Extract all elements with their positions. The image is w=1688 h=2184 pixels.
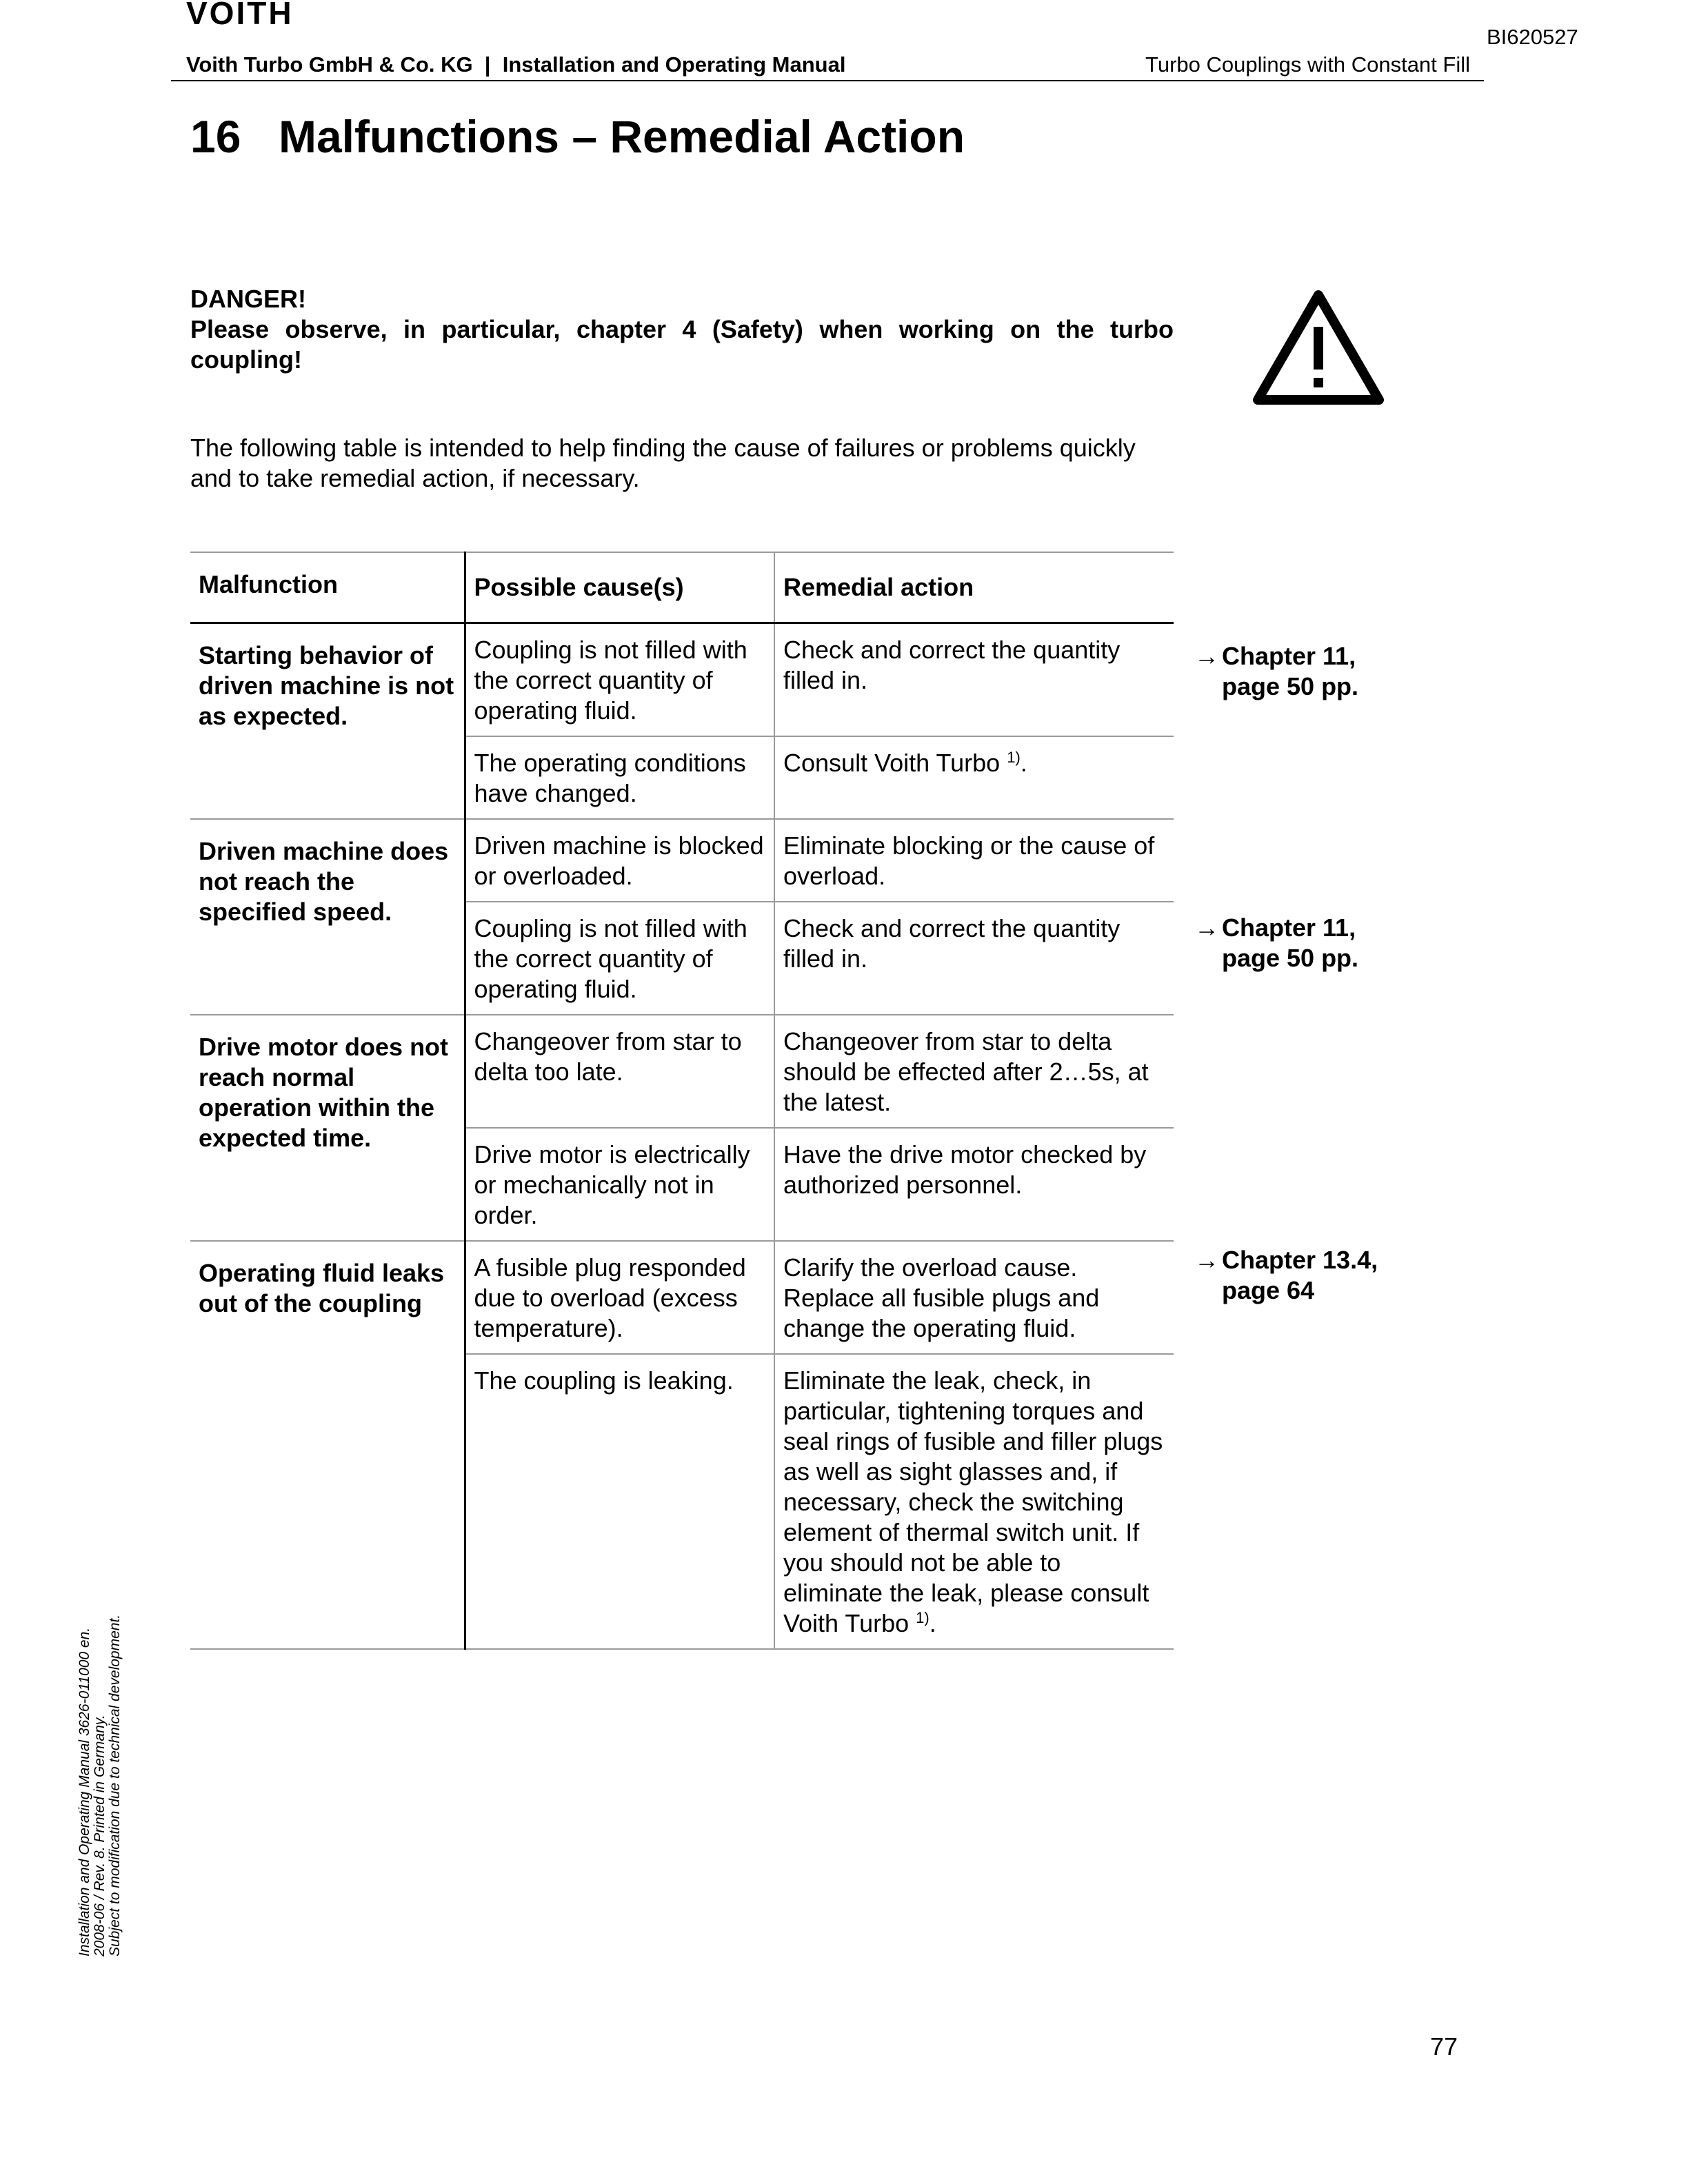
table-row [190,1015,1174,1128]
cause-cell: Driven machine is blocked or overloaded. [465,819,774,902]
arrow-right-icon: → [1194,1246,1219,1274]
action-cell: Check and correct the quantity filled in. [774,902,1174,1015]
table-row [190,1241,1174,1354]
print-info-line: Installation and Operating Manual 3626-011000 en. [77,1627,92,1957]
header-action: Remedial action [774,552,1174,623]
action-cell: Clarify the overload cause. Replace all fusible plugs and change the operating fluid. [774,1241,1174,1354]
print-info-note [77,1615,123,1957]
chapter-title: Malfunctions – Remedial Action [279,111,965,162]
malfunction-cell: Drive motor does not reach normal operation within the expected time. [190,1015,465,1241]
header-product-title: Turbo Couplings with Constant Fill [1145,52,1470,77]
action-cell: Changeover from star to delta should be effected after 2…5s, at the latest. [774,1015,1174,1128]
danger-title: DANGER! [190,285,306,313]
print-info-line: 2008-06 / Rev. 8. Printed in Germany. [92,1715,108,1957]
reference-chapter: Chapter 11, [1222,913,1356,942]
header-company-title: Voith Turbo GmbH & Co. KG | Installation and Operating Manual [186,52,846,77]
page-number: 77 [1430,2032,1458,2061]
cause-cell: The operating conditions have changed. [465,736,774,819]
action-cell: Consult Voith Turbo $^{1)}$. [774,736,1174,819]
reference-chapter: Chapter 11, [1222,642,1356,670]
document-id: BI620527 [1487,25,1578,49]
header-cause: Possible cause(s) [465,552,774,623]
chapter-number: 16 [190,111,241,162]
action-cell: Check and correct the quantity filled in. [774,623,1174,737]
action-cell: Have the drive motor checked by authorized personnel. [774,1128,1174,1241]
action-text: Eliminate the leak, check, in particular, tightening torques and seal rings of fusible and filler plugs as well as sight glasses and, if necessary, check the switching element of thermal switch unit. If you should not be able to eliminate the leak, please consult Voith Turbo [783,1366,1163,1637]
malfunction-table [190,552,1174,1650]
reference-page: page 64 [1222,1276,1315,1304]
action-cell: Eliminate the leak, check, in particular, tightening torques and seal rings of fusible and filler plugs as well as sight glasses and, if necessary, check the switching element of thermal switch unit. If you should not be able to eliminate the leak, please consult Voith Turbo $^{1)}$. [774,1354,1174,1649]
malfunction-cell: Starting behavior of driven machine is not as expected. [190,623,465,820]
table-row [190,623,1174,737]
print-info-line: Subject to modification due to technical development. [107,1614,123,1957]
cause-cell: A fusible plug responded due to overload (excess temperature). [465,1241,774,1354]
danger-text: Please observe, in particular, chapter 4 (Safety) when working on the turbo coupling! [190,315,1174,374]
chapter-reference[interactable] [1194,1245,1378,1306]
table-header-row [190,552,1174,623]
chapter-heading [190,110,965,163]
footnote-marker: 1) [916,1609,930,1626]
table-row [190,819,1174,902]
header-rule [171,80,1484,81]
warning-triangle-icon [1249,287,1387,408]
reference-page: page 50 pp. [1222,672,1359,700]
cause-cell: Coupling is not filled with the correct quantity of operating fluid. [465,902,774,1015]
chapter-reference[interactable] [1194,913,1358,973]
reference-chapter: Chapter 13.4, [1222,1246,1378,1274]
arrow-right-icon: → [1194,642,1219,670]
chapter-reference[interactable] [1194,641,1358,702]
footnote-marker: 1) [1007,749,1021,766]
cause-cell: Drive motor is electrically or mechanically not in order. [465,1128,774,1241]
arrow-right-icon: → [1194,913,1219,942]
voith-logo: VOITH [186,0,294,31]
action-cell: Eliminate blocking or the cause of overload. [774,819,1174,902]
cause-cell: Coupling is not filled with the correct quantity of operating fluid. [465,623,774,737]
malfunction-cell: Operating fluid leaks out of the coupling [190,1241,465,1649]
danger-notice [190,284,1174,375]
cause-cell: The coupling is leaking. [465,1354,774,1649]
intro-paragraph: The following table is intended to help finding the cause of failures or problems quickly and to take remedial action, if necessary. [190,434,1136,492]
reference-page: page 50 pp. [1222,944,1359,972]
malfunction-cell: Driven machine does not reach the specified speed. [190,819,465,1015]
cause-cell: Changeover from star to delta too late. [465,1015,774,1128]
action-text: Consult Voith Turbo [783,749,1001,777]
header-malfunction: Malfunction [190,552,465,623]
